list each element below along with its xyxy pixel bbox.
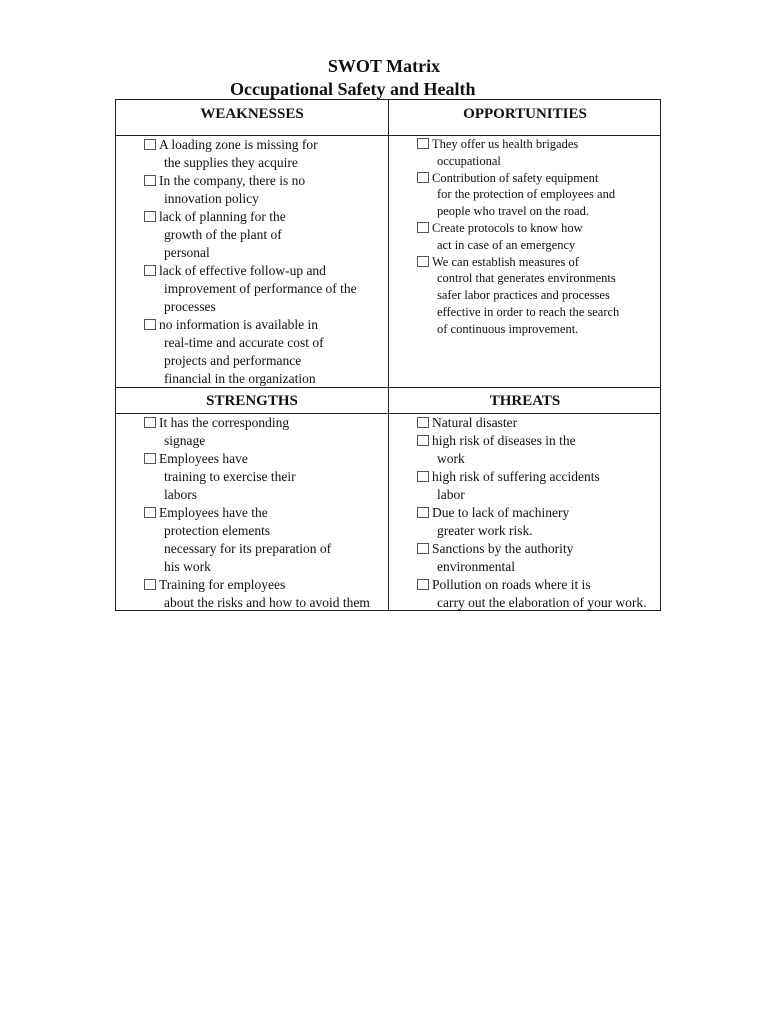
- threats-item-continuation: greater work risk.: [437, 523, 533, 538]
- strengths-item-continuation: his work: [164, 559, 211, 574]
- swot-matrix: [115, 99, 661, 611]
- weaknesses-item-continuation: personal: [164, 245, 210, 260]
- bullet-box-icon: [417, 172, 429, 183]
- bullet-box-icon: [417, 507, 429, 518]
- weaknesses-item-text: A loading zone is missing for: [159, 137, 318, 152]
- bullet-box-icon: [144, 417, 156, 428]
- threats-item-text: high risk of diseases in the: [432, 433, 576, 448]
- strengths-item: [144, 414, 404, 450]
- opportunities-item-first-line: [417, 136, 677, 153]
- opportunities-item-text: Contribution of safety equipment: [432, 170, 599, 185]
- opportunities-item-continuation: of continuous improvement.: [437, 321, 579, 336]
- weaknesses-item-continuation: growth of the plant of: [164, 227, 282, 242]
- threats-item: [417, 414, 677, 432]
- weaknesses-item-continuation: real-time and accurate cost of: [164, 335, 324, 350]
- threats-item-text: Sanctions by the authority: [432, 541, 574, 556]
- bullet-box-icon: [417, 222, 429, 233]
- opportunities-item-continuation: act in case of an emergency: [437, 237, 576, 252]
- bullet-box-icon: [144, 211, 156, 222]
- bullet-box-icon: [144, 139, 156, 150]
- opportunities-item-text: Create protocols to know how: [432, 220, 583, 235]
- strengths-item-text: Employees have: [159, 451, 248, 466]
- document-title: SWOT Matrix: [327, 56, 441, 76]
- opportunities-item-first-line: [417, 220, 677, 237]
- bullet-box-icon: [417, 417, 429, 428]
- document-subtitle: Occupational Safety and Health: [230, 79, 476, 99]
- bullet-box-icon: [144, 507, 156, 518]
- bullet-box-icon: [417, 579, 429, 590]
- threats-item-first-line: [417, 414, 677, 432]
- weaknesses-item: [144, 316, 404, 388]
- bullet-box-icon: [144, 319, 156, 330]
- weaknesses-item-first-line: [144, 172, 404, 190]
- weaknesses-item-first-line: [144, 316, 404, 334]
- threats-item: [417, 468, 677, 504]
- threats-item-first-line: [417, 468, 677, 486]
- weaknesses-item-continuation: improvement of performance of the: [164, 281, 357, 296]
- weaknesses-item-continuation: financial in the organization: [164, 371, 316, 386]
- opportunities-item-continuation: people who travel on the road.: [437, 204, 590, 219]
- strengths-item-continuation: signage: [164, 433, 206, 448]
- strengths-item-continuation: about the risks and how to avoid them: [164, 595, 370, 610]
- opportunities-item-continuation: control that generates environments: [437, 271, 616, 286]
- weaknesses-list: [144, 136, 404, 388]
- weaknesses-item-first-line: [144, 136, 404, 154]
- weaknesses-item-text: lack of effective follow-up and: [159, 263, 326, 278]
- bullet-box-icon: [417, 543, 429, 554]
- strengths-item-text: Employees have the: [159, 505, 268, 520]
- weaknesses-item-first-line: [144, 208, 404, 226]
- opportunities-item: [417, 220, 677, 254]
- threats-item: [417, 540, 677, 576]
- weaknesses-item-continuation: processes: [164, 299, 216, 314]
- threats-item-text: Pollution on roads where it is: [432, 577, 591, 592]
- weaknesses-heading: WEAKNESSES: [200, 106, 304, 122]
- opportunities-item-first-line: [417, 170, 677, 187]
- threats-item-continuation: labor: [437, 487, 465, 502]
- opportunities-item: [417, 136, 677, 170]
- threats-item-text: Due to lack of machinery: [432, 505, 570, 520]
- bullet-box-icon: [144, 453, 156, 464]
- weaknesses-item: [144, 262, 404, 316]
- strengths-item-continuation: training to exercise their: [164, 469, 296, 484]
- weaknesses-item-text: lack of planning for the: [159, 209, 286, 224]
- threats-item-first-line: [417, 540, 677, 558]
- weaknesses-item: [144, 136, 404, 172]
- weaknesses-item: [144, 208, 404, 262]
- bullet-box-icon: [417, 256, 429, 267]
- strengths-item: [144, 450, 404, 504]
- threats-item-first-line: [417, 432, 677, 450]
- weaknesses-item-text: no information is available in: [159, 317, 318, 332]
- threats-item-continuation: environmental: [437, 559, 515, 574]
- bullet-box-icon: [144, 265, 156, 276]
- weaknesses-item-continuation: innovation policy: [164, 191, 259, 206]
- weaknesses-item-continuation: projects and performance: [164, 353, 302, 368]
- opportunities-item-text: We can establish measures of: [432, 254, 579, 269]
- strengths-item-first-line: [144, 504, 404, 522]
- threats-item-first-line: [417, 576, 677, 594]
- threats-item-continuation: work: [437, 451, 465, 466]
- opportunities-heading: OPPORTUNITIES: [463, 106, 587, 122]
- bullet-box-icon: [144, 579, 156, 590]
- strengths-item-first-line: [144, 414, 404, 432]
- strengths-item-continuation: necessary for its preparation of: [164, 541, 332, 556]
- bullet-box-icon: [144, 175, 156, 186]
- threats-list: [417, 414, 677, 612]
- weaknesses-item-continuation: the supplies they acquire: [164, 155, 298, 170]
- threats-item: [417, 576, 677, 612]
- weaknesses-item-text: In the company, there is no: [159, 173, 306, 188]
- threats-item: [417, 504, 677, 540]
- strengths-heading: STRENGTHS: [206, 393, 298, 409]
- weaknesses-item: [144, 172, 404, 208]
- threats-heading: THREATS: [489, 393, 561, 409]
- strengths-item: [144, 504, 404, 576]
- threats-item-first-line: [417, 504, 677, 522]
- bullet-box-icon: [417, 138, 429, 149]
- weaknesses-item-first-line: [144, 262, 404, 280]
- opportunities-item: [417, 254, 677, 338]
- threats-item-text: high risk of suffering accidents: [432, 469, 600, 484]
- opportunities-item: [417, 170, 677, 220]
- strengths-item-first-line: [144, 450, 404, 468]
- strengths-item-text: It has the corresponding: [159, 415, 290, 430]
- opportunities-item-continuation: for the protection of employees and: [437, 187, 616, 202]
- strengths-item-continuation: protection elements: [164, 523, 271, 538]
- threats-item-text: Natural disaster: [432, 415, 518, 430]
- strengths-item: [144, 576, 404, 612]
- opportunities-list: [417, 136, 677, 338]
- opportunities-item-text: They offer us health brigades: [432, 137, 579, 151]
- strengths-item-first-line: [144, 576, 404, 594]
- threats-item-continuation: carry out the elaboration of your work.: [437, 595, 647, 610]
- strengths-list: [144, 414, 404, 612]
- bullet-box-icon: [417, 435, 429, 446]
- opportunities-item-continuation: safer labor practices and processes: [437, 288, 610, 303]
- opportunities-item-continuation: occupational: [437, 153, 501, 168]
- threats-item: [417, 432, 677, 468]
- opportunities-item-first-line: [417, 254, 677, 271]
- strengths-item-continuation: labors: [164, 487, 197, 502]
- opportunities-item-continuation: effective in order to reach the search: [437, 304, 620, 319]
- bullet-box-icon: [417, 471, 429, 482]
- strengths-item-text: Training for employees: [159, 577, 286, 592]
